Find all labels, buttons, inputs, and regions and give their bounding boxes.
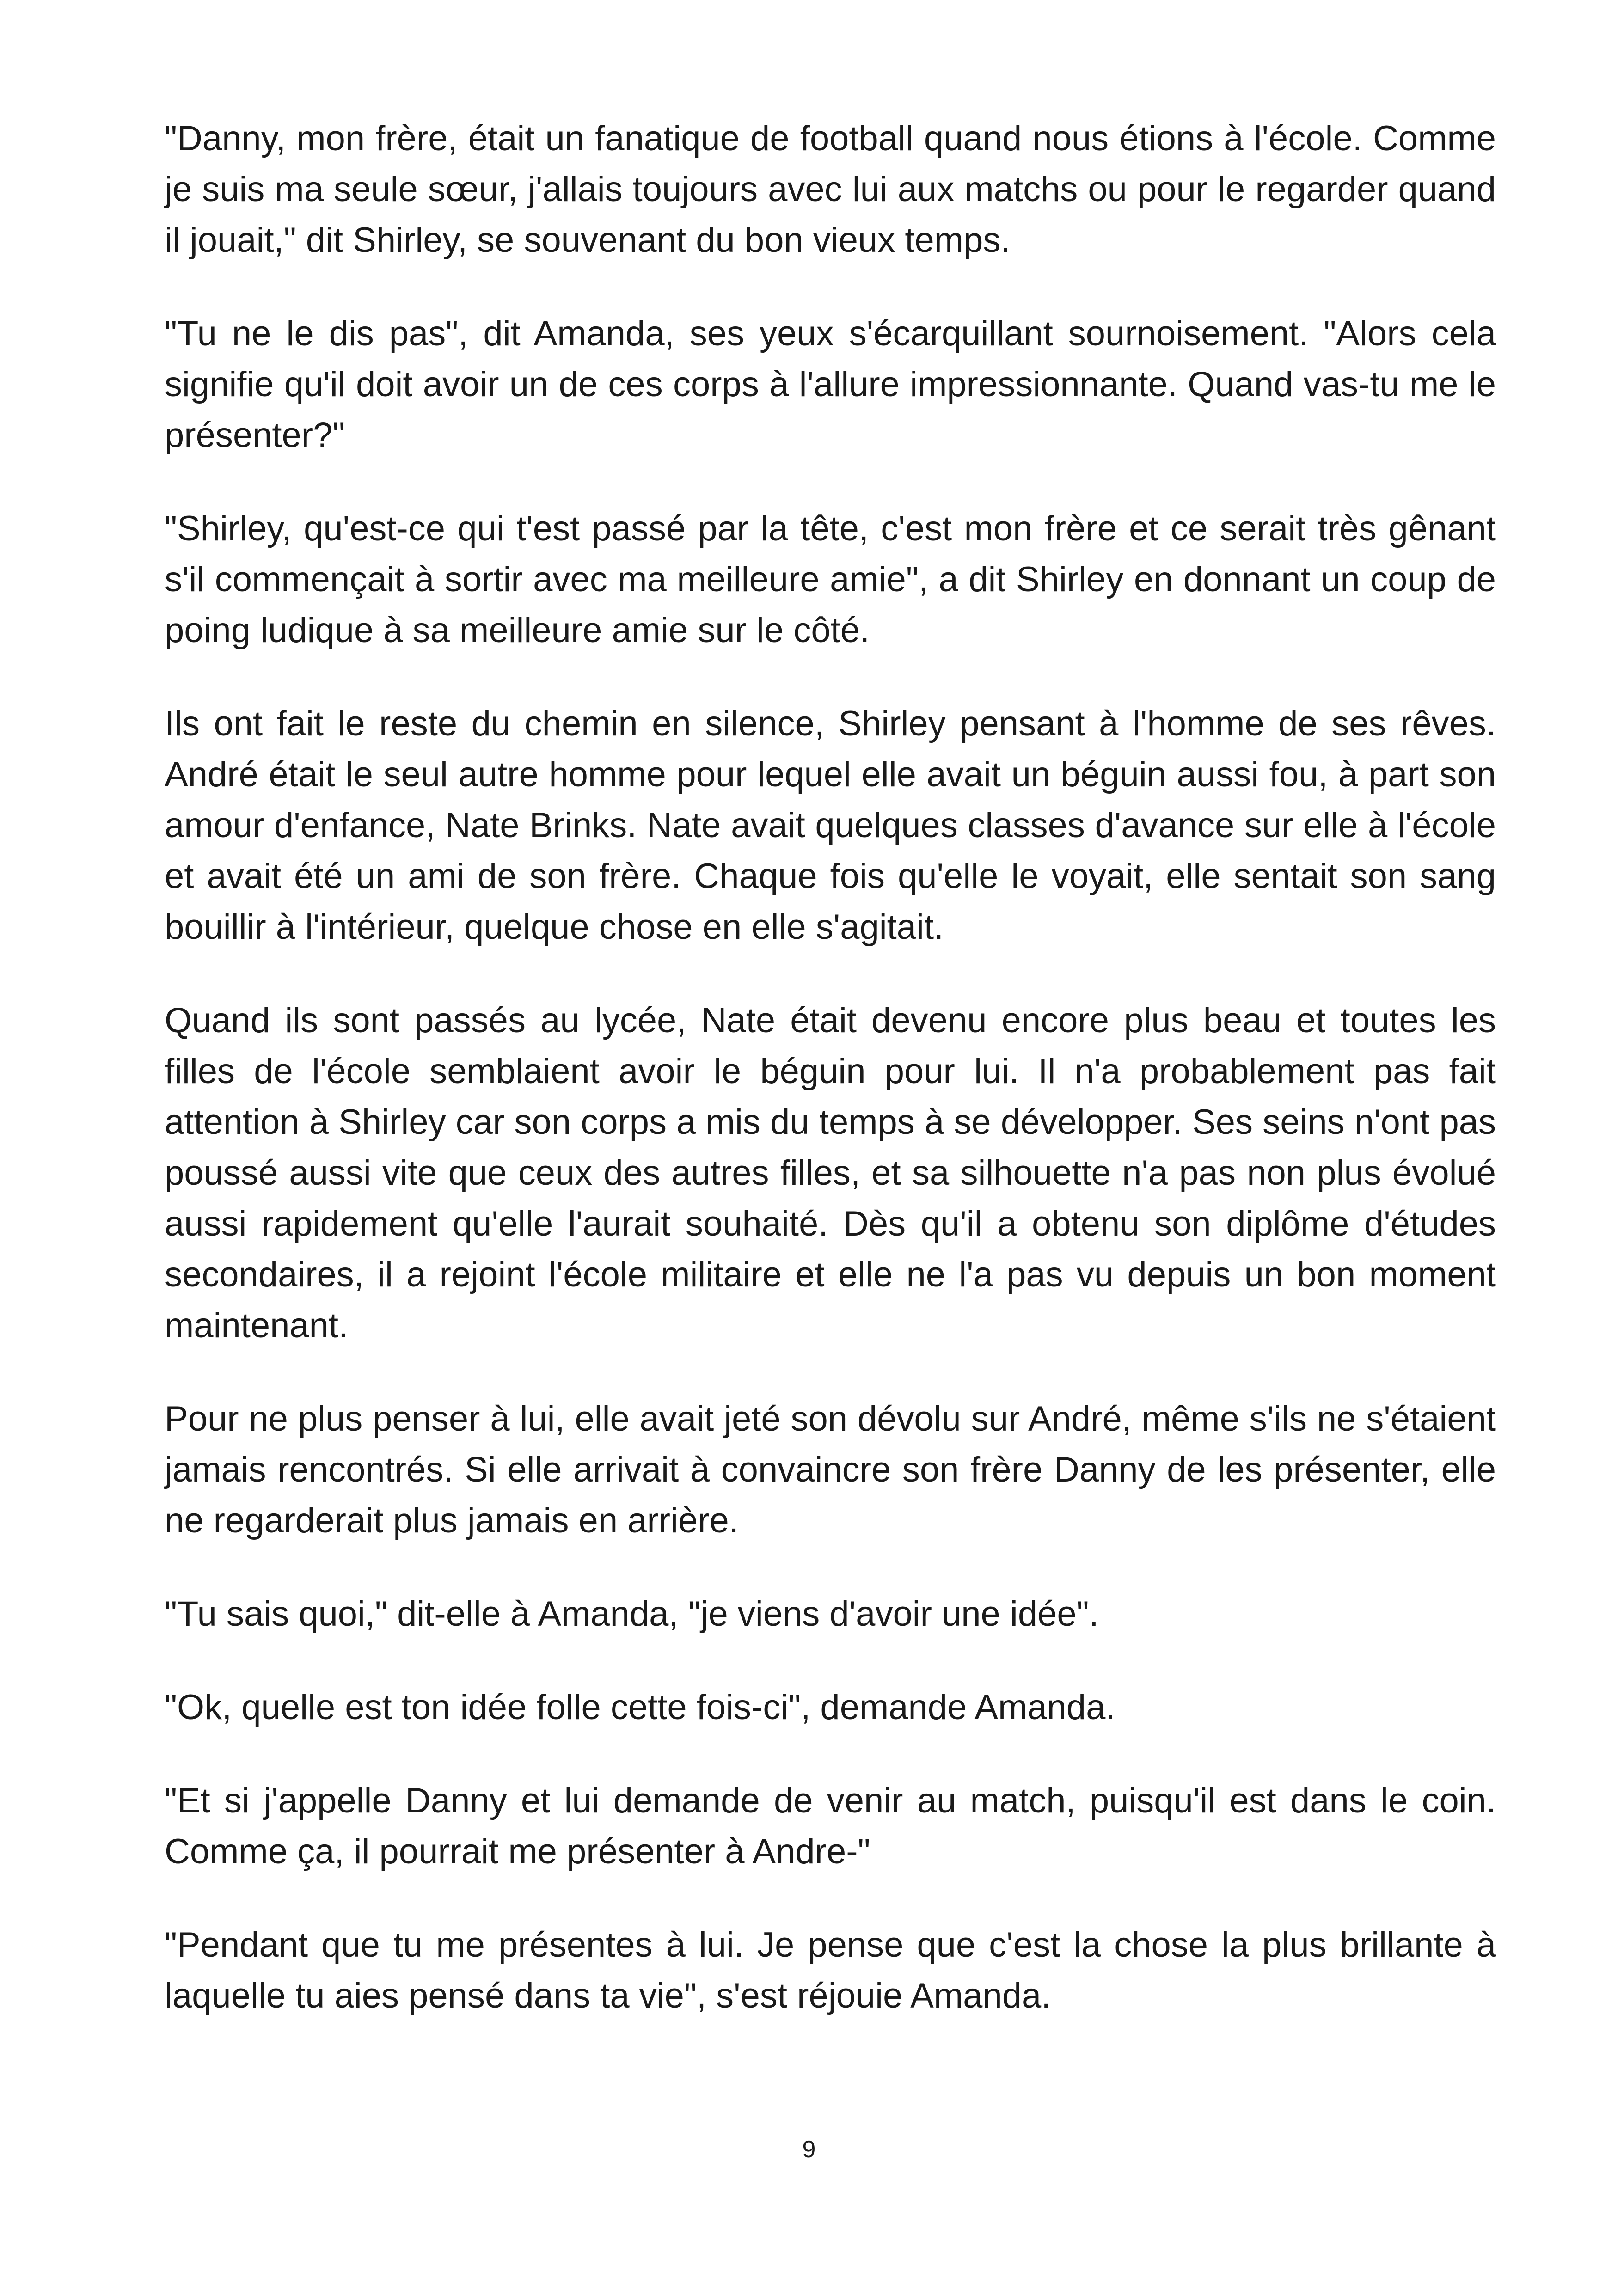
paragraph: "Shirley, qu'est-ce qui t'est passé par la tête, c'est mon frère et ce serait très gênant s'il commençait à sortir avec ma meilleure amie", a dit Shirley en donnant un coup de poing ludique à sa meilleure amie sur le côté. [165, 509, 1496, 650]
body-text [165, 113, 1496, 2064]
paragraph: "Tu sais quoi," dit-elle à Amanda, "je viens d'avoir une idée". [165, 1594, 1099, 1634]
paragraph: Pour ne plus penser à lui, elle avait jeté son dévolu sur André, même s'ils ne s'étaient jamais rencontrés. Si elle arrivait à convaincre son frère Danny de les présenter, elle ne regarderait plus jamais en arrière. [165, 1399, 1496, 1540]
paragraph: Ils ont fait le reste du chemin en silence, Shirley pensant à l'homme de ses rêves. André était le seul autre homme pour lequel elle avait un béguin aussi fou, à part son amour d'enfance, Nate Brinks. Nate avait quelques classes d'avance sur elle à l'école et avait été un ami de son frère. Chaque fois qu'elle le voyait, elle sentait son sang bouillir à l'intérieur, quelque chose en elle s'agitait. [165, 704, 1496, 947]
paragraph: "Pendant que tu me présentes à lui. Je pense que c'est la chose la plus brillante à laquelle tu aies pensé dans ta vie", s'est réjouie Amanda. [165, 1925, 1496, 2015]
paragraph: "Danny, mon frère, était un fanatique de football quand nous étions à l'école. Comme je suis ma seule sœur, j'allais toujours avec lui aux matchs ou pour le regarder quand il jouait," dit Shirley, se souvenant du bon vieux temps. [165, 119, 1496, 260]
paragraph: "Et si j'appelle Danny et lui demande de venir au match, puisqu'il est dans le coin. Comme ça, il pourrait me présenter à Andre-" [165, 1781, 1496, 1871]
paragraph: Quand ils sont passés au lycée, Nate était devenu encore plus beau et toutes les filles de l'école semblaient avoir le béguin pour lui. Il n'a probablement pas fait attention à Shirley car son corps a mis du temps à se développer. Ses seins n'ont pas poussé aussi vite que ceux des autres filles, et sa silhouette n'a pas non plus évolué aussi rapidement qu'elle l'aurait souhaité. Dès qu'il a obtenu son diplôme d'études secondaires, il a rejoint l'école militaire et elle ne l'a pas vu depuis un bon moment maintenant. [165, 1001, 1496, 1345]
page-number: 9 [802, 2136, 816, 2163]
paragraph: "Tu ne le dis pas", dit Amanda, ses yeux s'écarquillant sournoisement. "Alors cela signifie qu'il doit avoir un de ces corps à l'allure impressionnante. Quand vas-tu me le présenter?" [165, 314, 1496, 455]
paragraph: "Ok, quelle est ton idée folle cette fois-ci", demande Amanda. [165, 1688, 1115, 1727]
